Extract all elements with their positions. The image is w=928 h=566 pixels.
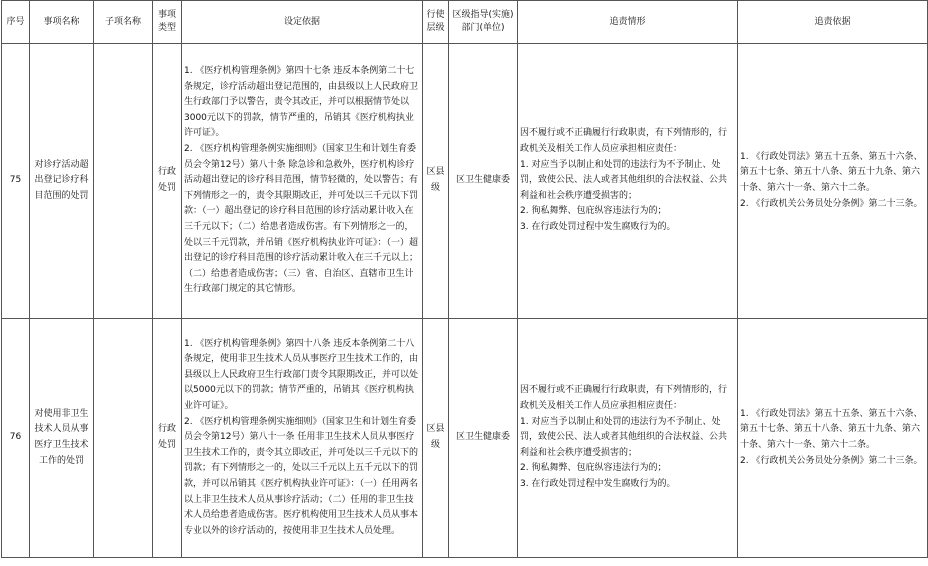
row-item-type: 行政处罚: [153, 44, 182, 319]
accountability-basis-paragraph: 2. 《行政机关公务员处分条例》第二十三条。: [740, 455, 923, 466]
row-subitem-name: [94, 319, 153, 558]
accountability-basis-paragraph: 1. 《行政处罚法》第五十五条、第五十六条、第五十七条、第五十八条、第五十九条、第六十条、第六十一条、第六十二条。: [740, 408, 923, 450]
header-department: 区级指导(实施)部门(单位): [449, 1, 518, 44]
row-accountability-basis: [738, 319, 928, 558]
header-accountability-basis: 追责依据: [738, 1, 928, 44]
basis-paragraph: 2. 《医疗机构管理条例实施细则》（国家卫生和计划生育委员会令第12号）第八十一条 任用非卫生技术人员从事医疗卫生技术工作的，责令其立即改正，并可处以三千元以下的罚款；有下列情形之一的，处以三千元以上五千元以下的罚款，并可以吊销其《医疗机构执业许可证》：（一）任用两名以上非卫生技术人员从事诊疗活动；（二）任用的非卫生技术人员给患者造成伤害。医疗机构使用卫生技术人员从事本专业以外的诊疗活动的，按使用非卫生技术人员处理。: [184, 416, 419, 536]
header-accountability: 追责情形: [518, 1, 738, 44]
accountability-paragraph: 3. 在行政处罚过程中发生腐败行为的。: [520, 221, 676, 232]
table-row: [2, 319, 928, 558]
header-item-type: 事项类型: [153, 1, 182, 44]
row-basis: [182, 319, 423, 558]
header-level: 行使层级: [423, 1, 449, 44]
accountability-table: [1, 0, 928, 558]
row-department: 区卫生健康委: [449, 319, 518, 558]
row-accountability: [518, 44, 738, 319]
header-no: 序号: [2, 1, 30, 44]
basis-paragraph: 1. 《医疗机构管理条例》第四十七条 违反本条例第二十七条规定，诊疗活动超出登记范围的，由县级以上人民政府卫生行政部门予以警告，责令其改正，并可以根据情节处以3000元以下的罚款，情节严重的，吊销其《医疗机构执业许可证》。: [184, 66, 419, 139]
row-accountability: [518, 319, 738, 558]
accountability-paragraph: 因不履行或不正确履行行政职责，有下列情形的，行政机关及相关工作人员应承担相应责任：: [520, 385, 728, 412]
basis-paragraph: 2. 《医疗机构管理条例实施细则》（国家卫生和计划生育委员会令第12号）第八十条 除急诊和急救外，医疗机构诊疗活动超出登记的诊疗科目范围，情节轻微的，处以警告；有下列情形之一的，责令其限期改正，并可处以三千元以下罚款：（一）超出登记的诊疗科目范围的诊疗活动累计收入在三千元以下；（二）给患者造成伤害。有下列情形之一的，处以三千元罚款，并吊销《医疗机构执业许可证》：（一）超出登记的诊疗科目范围的诊疗活动累计收入在三千元以上；（二）给患者造成伤害；（三）省、自治区、直辖市卫生计生行政部门规定的其它情形。: [184, 144, 419, 295]
accountability-paragraph: 1. 对应当予以制止和处罚的违法行为不予制止、处罚，致使公民、法人或者其他组织的合法权益、公共利益和社会秩序遭受损害的；: [520, 416, 728, 458]
row-item-name: 对使用非卫生技术人员从事医疗卫生技术工作的处罚: [30, 319, 94, 558]
row-item-type: 行政处罚: [153, 319, 182, 558]
row-no: 75: [2, 44, 30, 319]
row-item-name: 对诊疗活动超出登记诊疗科目范围的处罚: [30, 44, 94, 319]
row-basis: [182, 44, 423, 319]
header-subitem-name: 子项名称: [94, 1, 153, 44]
row-department: 区卫生健康委: [449, 44, 518, 319]
accountability-basis-paragraph: 1. 《行政处罚法》第五十五条、第五十六条、第五十七条、第五十八条、第五十九条、第六十条、第六十一条、第六十二条。: [740, 151, 923, 193]
accountability-paragraph: 3. 在行政处罚过程中发生腐败行为的。: [520, 478, 676, 489]
row-no: 76: [2, 319, 30, 558]
header-item-name: 事项名称: [30, 1, 94, 44]
accountability-paragraph: 因不履行或不正确履行行政职责，有下列情形的，行政机关及相关工作人员应承担相应责任：: [520, 128, 728, 155]
row-accountability-basis: [738, 44, 928, 319]
header-row: [2, 1, 928, 44]
accountability-basis-paragraph: 2. 《行政机关公务员处分条例》第二十三条。: [740, 198, 923, 209]
basis-paragraph: 1. 《医疗机构管理条例》第四十八条 违反本条例第二十八条规定，使用非卫生技术人员从事医疗卫生技术工作的，由县级以上人民政府卫生行政部门责令其限期改正，并可以处以5000元以下的罚款；情节严重的，吊销其《医疗机构执业许可证》。: [184, 338, 419, 412]
accountability-paragraph: 2. 徇私舞弊、包庇纵容违法行为的；: [520, 206, 667, 217]
row-subitem-name: [94, 44, 153, 319]
header-basis: 设定依据: [182, 1, 423, 44]
row-level: 区县级: [423, 319, 449, 558]
accountability-paragraph: 2. 徇私舞弊、包庇纵容违法行为的；: [520, 463, 667, 474]
row-level: 区县级: [423, 44, 449, 319]
table-row: [2, 44, 928, 319]
accountability-paragraph: 1. 对应当予以制止和处罚的违法行为不予制止、处罚，致使公民、法人或者其他组织的合法权益、公共利益和社会秩序遭受损害的；: [520, 159, 728, 201]
